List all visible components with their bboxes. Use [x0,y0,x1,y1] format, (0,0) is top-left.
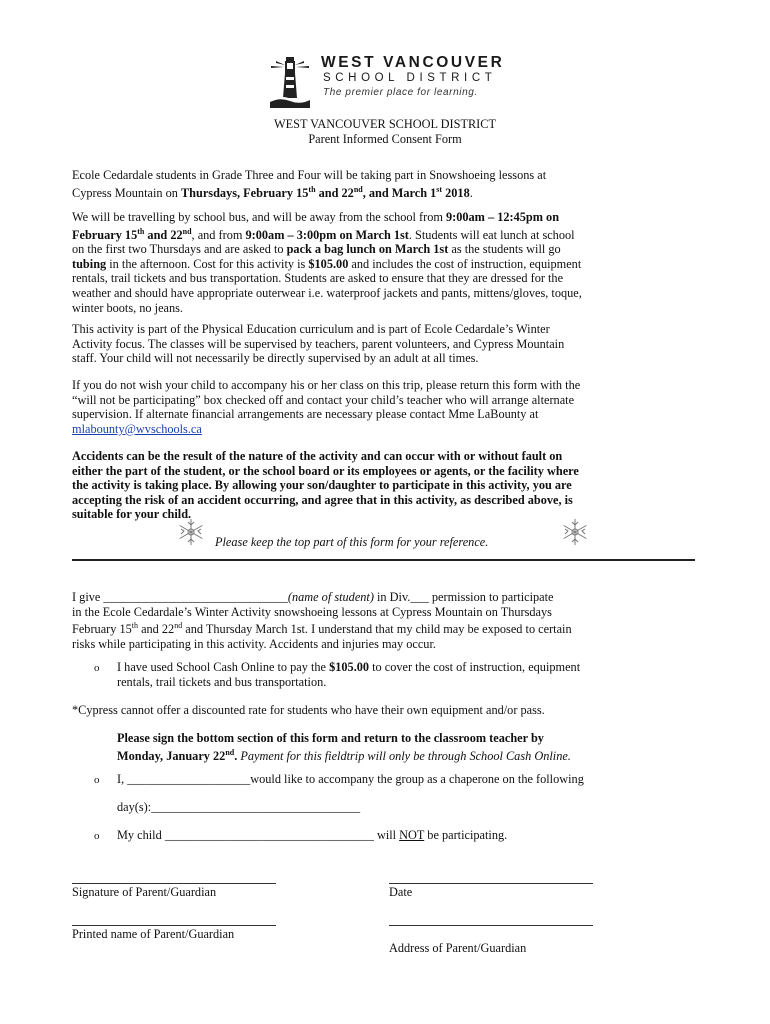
parent-signature-label: Signature of Parent/Guardian [72,885,217,899]
student-name-field[interactable]: ______________________________ [103,590,288,604]
cash-checkbox[interactable]: o [94,662,100,674]
printed-name-label: Printed name of Parent/Guardian [72,927,235,941]
date-label: Date [389,885,413,899]
not-participating-checkbox[interactable]: o [94,830,100,842]
cypress-note: *Cypress cannot offer a discounted rate for students who have their own equipment and/or pass. [72,703,545,717]
chaperone-option: I, ____________________would like to accompany the group as a chaperone on the following [117,772,584,786]
date-line[interactable] [389,883,593,884]
chaperone-days-field[interactable]: __________________________________ [151,800,361,814]
travel-paragraph: We will be travelling by school bus, and will be away from the school from 9:00am – 12:45pm on February 15th and 22nd, and from 9:00am – 3:00pm on March 1st. Students will eat lunch at school on the first two Thursdays and are asked to pack a bag lunch on March 1st as the students will go tubing in the afternoon. Cost for this activity is $105.00 and includes the cost of instruction, equipment rentals, trail tickets and bus transportation. Students are asked to ensure that they are dressed for the weather and should have appropriate outerwear i.e. waterproof jackets and pants, mittens/gloves, toque, winter boots, no jeans. [72,210,582,315]
address-label: Address of Parent/Guardian [389,941,527,955]
parent-signature-line[interactable] [72,883,276,884]
chaperone-days: day(s):__________________________________ [117,800,361,814]
logo-line2: SCHOOL DISTRICT [323,72,497,84]
district-logo [268,54,513,108]
division-field[interactable]: ___ [410,590,429,604]
opt-out-paragraph: If you do not wish your child to accompany his or her class on this trip, please return this form with the “will not be participating” box checked off and contact your child’s teacher who will arrange alternate supervision. If alternate financial arrangements are necessary please contact Mme LaBounty at mlabounty@wvschools.ca [72,378,581,436]
snowflake-icon [176,517,206,547]
cash-option: I have used School Cash Online to pay the $105.00 to cover the cost of instruction, equipment rentals, trail tickets and bus transportation. [117,660,581,689]
consent-paragraph: I give ______________________________(name of student) in Div.___ permission to participate in the Ecole Cedardale’s Winter Activity snowshoeing lessons at Cypress Mountain on Thursdays February 15th and 22nd and Thursday March 1st. I understand that my child may be exposed to certain risks while participating in this activity. Accidents and injuries may occur. [72,590,572,651]
address-line[interactable] [389,925,593,926]
form-title: Parent Informed Consent Form [308,132,462,146]
tear-off-divider [72,559,695,561]
district-heading: WEST VANCOUVER SCHOOL DISTRICT [274,117,496,131]
child-name-field[interactable]: __________________________________ [164,828,374,842]
curriculum-paragraph: This activity is part of the Physical Education curriculum and is part of Ecole Cedardale’s Winter Activity focus. The classes will be supervised by teachers, parent volunteers, and Cypress Mountain staff. Your child will not necessarily be directly supervised by an adult at all times. [72,322,565,366]
not-participating-option: My child __________________________________ will NOT be participating. [117,828,508,842]
email-link[interactable]: mlabounty@wvschools.ca [72,421,202,436]
printed-name-line[interactable] [72,925,276,926]
lighthouse-icon [268,54,312,108]
chaperone-name-field[interactable]: ____________________ [127,772,251,786]
intro-paragraph: Ecole Cedardale students in Grade Three and Four will be taking part in Snowshoeing lessons at Cypress Mountain on Thursdays, February 15th and 22nd, and March 1st 2018. [72,168,547,200]
logo-tagline: The premier place for learning. [323,87,478,98]
snowflake-icon [560,517,590,547]
return-note: Please sign the bottom section of this form and return to the classroom teacher by Monday, January 22nd. Payment for this fieldtrip will only be through School Cash Online. [117,731,571,763]
keep-reference-note: Please keep the top part of this form for your reference. [215,535,489,549]
logo-line1: WEST VANCOUVER [321,54,505,71]
chaperone-checkbox[interactable]: o [94,774,100,786]
risk-paragraph: Accidents can be the result of the nature of the activity and can occur with or without fault on either the part of the student, or the school board or its employees or agents, or the facility where the activity is taking place. By allowing your son/daughter to participate in this activity, you are accepting the risk of an accident occurring, and agree that in this activity, as described above, is suitable for your child. [72,449,579,522]
